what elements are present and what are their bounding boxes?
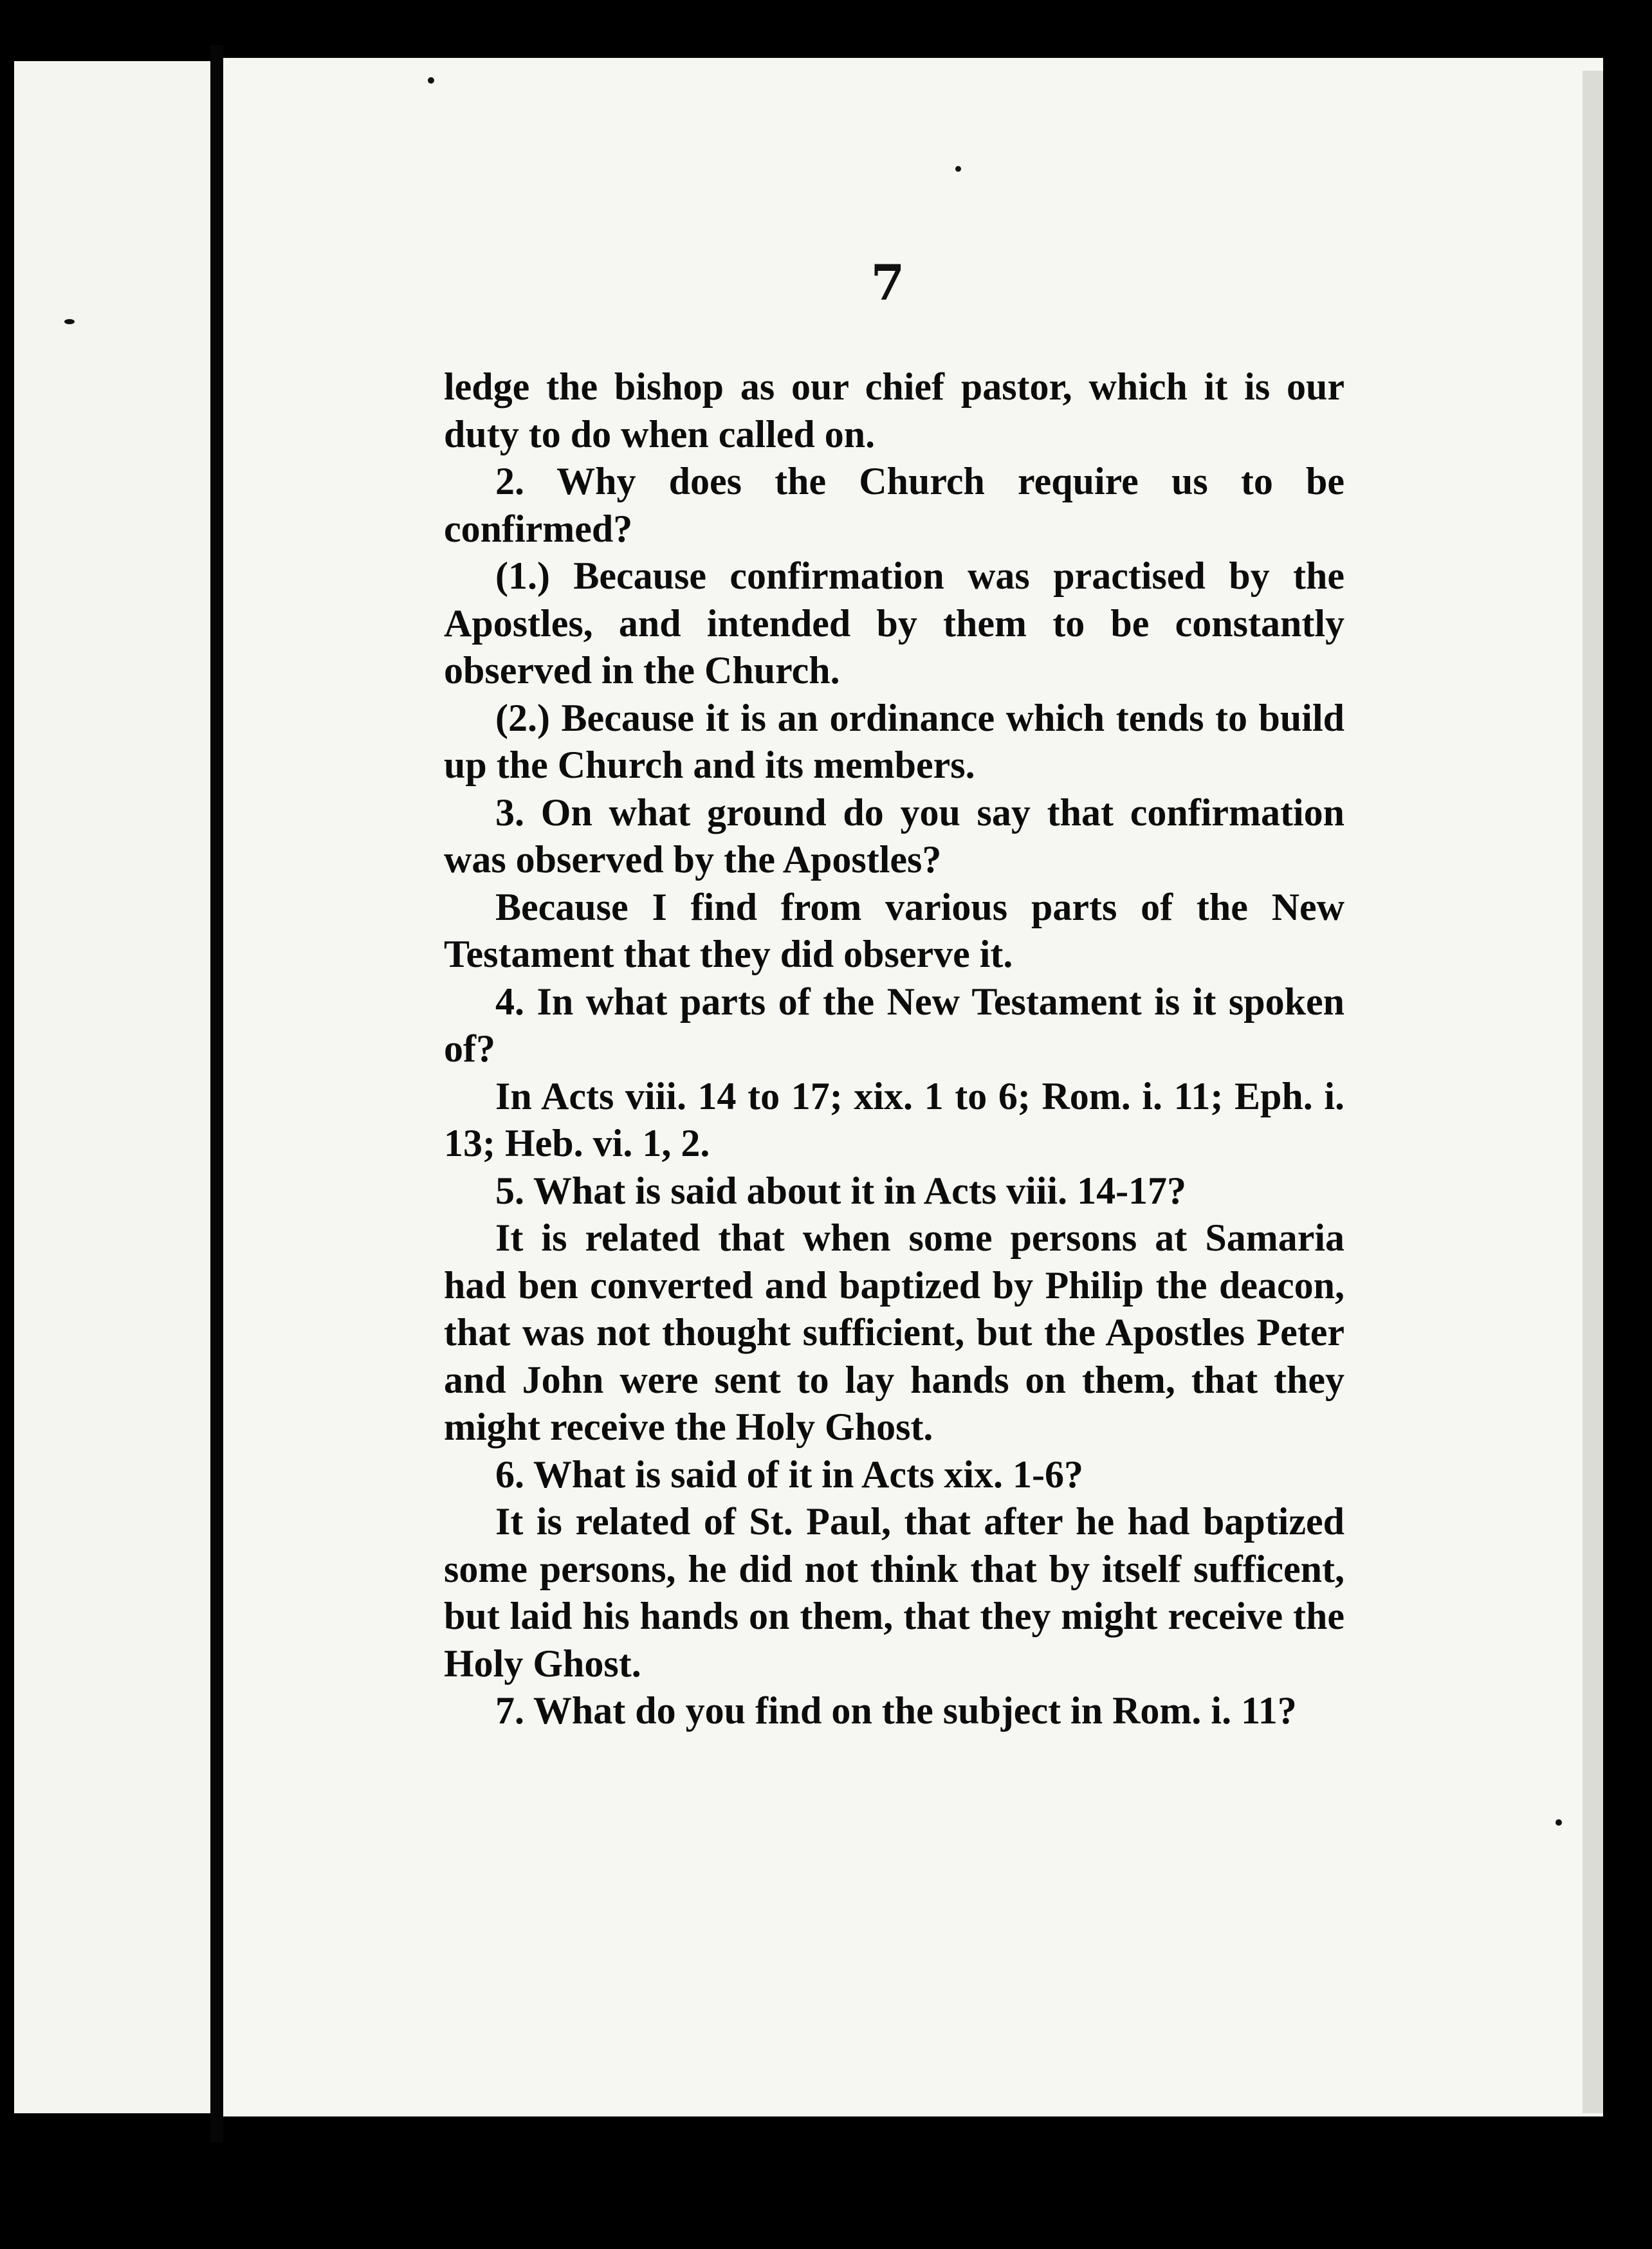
question-paragraph: 4. In what parts of the New Testament is it spoken of? bbox=[444, 980, 1345, 1070]
answer-paragraph: Because I find from various parts of the New Testament that they did observe it. bbox=[444, 885, 1345, 975]
ink-speck bbox=[64, 319, 75, 324]
page-edge-shadow bbox=[1583, 71, 1603, 2113]
question-paragraph: 5. What is said about it in Acts viii. 14-17? bbox=[495, 1169, 1187, 1212]
answer-paragraph: (2.) Because it is an ordinance which tends to build up the Church and its members. bbox=[444, 696, 1345, 786]
question-paragraph: 2. Why does the Church require us to be confirmed? bbox=[444, 460, 1345, 550]
page-body-text bbox=[444, 363, 1345, 1735]
question-paragraph: 7. What do you find on the subject in Rom. i. 11? bbox=[495, 1689, 1297, 1732]
binding-gutter bbox=[210, 45, 223, 2142]
paragraph: ledge the bishop as our chief pastor, which it is our duty to do when called on. bbox=[444, 365, 1345, 455]
ink-speck bbox=[1556, 1819, 1562, 1826]
page-number: 7 bbox=[870, 254, 905, 311]
left-page-edge bbox=[14, 61, 210, 2113]
ink-speck bbox=[955, 166, 961, 172]
ink-speck bbox=[428, 77, 434, 84]
answer-paragraph: It is related that when some persons at Samaria had ben converted and baptized by Philip the deacon, that was not thought sufficient, but the Apostles Peter and John were sent to lay hands on them, that they might receive the Holy Ghost. bbox=[444, 1216, 1345, 1448]
question-paragraph: 6. What is said of it in Acts xix. 1-6? bbox=[495, 1453, 1083, 1496]
question-paragraph: 3. On what ground do you say that confirmation was observed by the Apostles? bbox=[444, 791, 1345, 881]
answer-paragraph: It is related of St. Paul, that after he had baptized some persons, he did not think that by itself sufficent, but laid his hands on them, that they might receive the Holy Ghost. bbox=[444, 1500, 1345, 1685]
answer-paragraph: (1.) Because confirmation was practised by the Apostles, and intended by them to be constantly observed in the Church. bbox=[444, 555, 1345, 692]
answer-paragraph: In Acts viii. 14 to 17; xix. 1 to 6; Rom. i. 11; Eph. i. 13; Heb. vi. 1, 2. bbox=[444, 1074, 1345, 1164]
